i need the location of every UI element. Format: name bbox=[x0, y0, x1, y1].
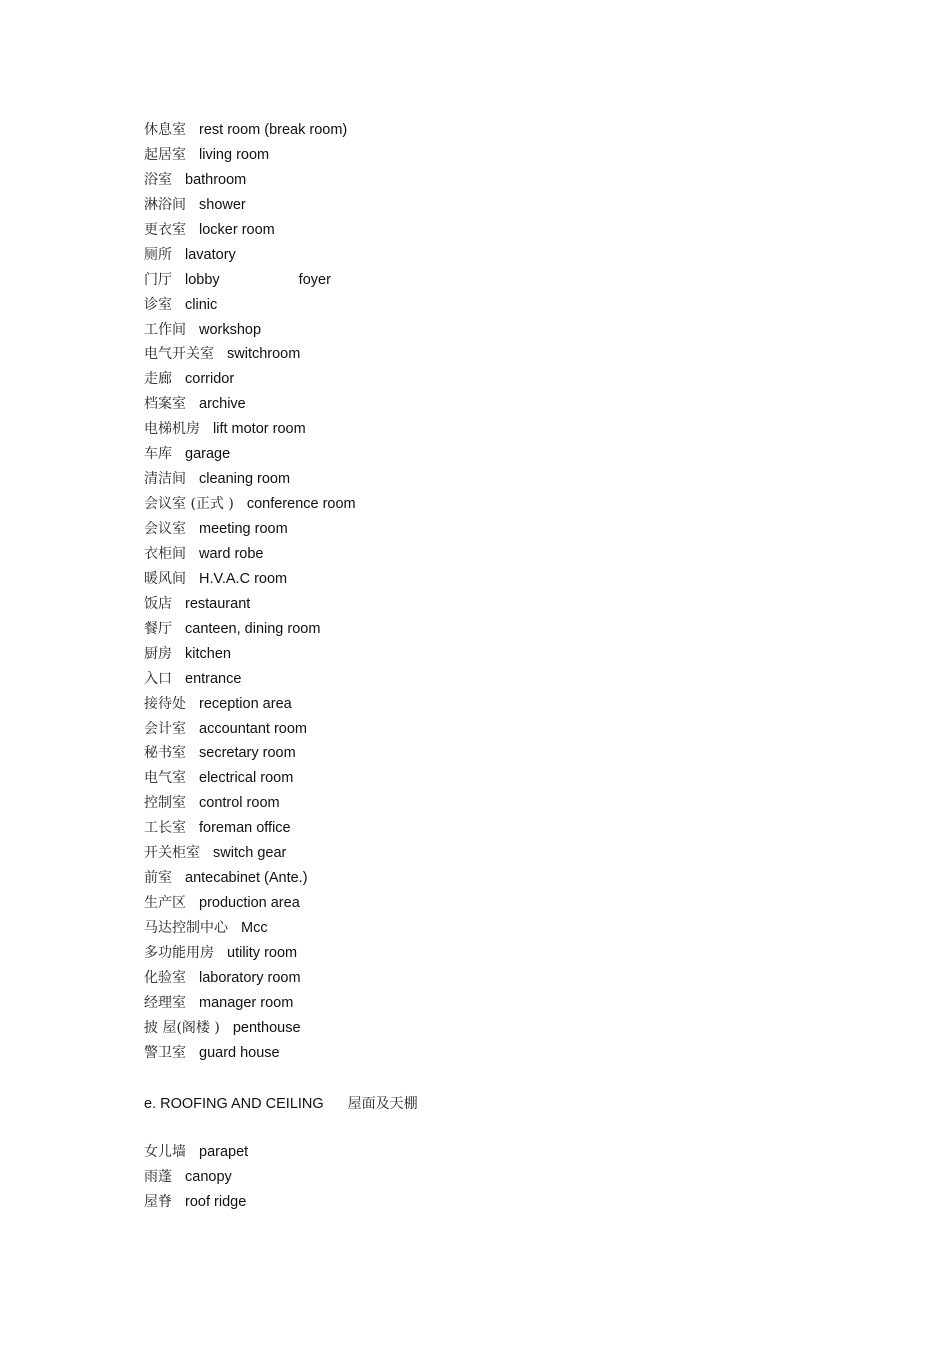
term-english: lobby bbox=[185, 271, 220, 288]
glossary-row bbox=[144, 517, 844, 542]
term-english: conference room bbox=[246, 496, 356, 513]
term-chinese: 屋脊 bbox=[144, 1193, 172, 1210]
term-chinese: 淋浴间 bbox=[144, 196, 186, 213]
glossary-row bbox=[144, 1140, 844, 1165]
term-chinese: 开关柜室 bbox=[144, 845, 200, 862]
glossary-row bbox=[144, 342, 844, 367]
term-chinese: 更衣室 bbox=[144, 221, 186, 238]
glossary-row bbox=[144, 841, 844, 866]
glossary-row bbox=[144, 1165, 844, 1190]
term-chinese: 经理室 bbox=[144, 994, 186, 1011]
term-english: electrical room bbox=[199, 770, 294, 787]
term-chinese: 工作间 bbox=[144, 321, 186, 338]
term-english: reception area bbox=[199, 695, 292, 712]
glossary-row bbox=[144, 268, 844, 293]
term-english: canopy bbox=[185, 1168, 232, 1185]
term-english: laboratory room bbox=[199, 969, 301, 986]
term-english: rest room (break room) bbox=[199, 122, 348, 138]
term-english: clinic bbox=[185, 296, 218, 313]
glossary-row bbox=[144, 891, 844, 916]
term-english-alternate: foyer bbox=[298, 271, 331, 288]
term-english: antecabinet (Ante.) bbox=[185, 870, 308, 887]
rooms-glossary-list bbox=[144, 118, 844, 1066]
section-heading-chinese: 屋面及天棚 bbox=[347, 1095, 418, 1112]
term-english: switch gear bbox=[213, 845, 287, 862]
term-chinese: 车库 bbox=[144, 446, 172, 463]
term-english: kitchen bbox=[185, 645, 231, 662]
glossary-row bbox=[144, 1190, 844, 1215]
term-english: entrance bbox=[185, 670, 242, 687]
term-chinese: 走廊 bbox=[144, 371, 172, 388]
term-chinese: 会计室 bbox=[144, 720, 186, 737]
term-chinese: 餐厅 bbox=[144, 620, 172, 637]
glossary-row bbox=[144, 143, 844, 168]
term-chinese: 接待处 bbox=[144, 695, 186, 712]
term-chinese: 多功能用房 bbox=[144, 944, 214, 961]
term-chinese: 起居室 bbox=[144, 146, 186, 163]
term-english: archive bbox=[199, 396, 246, 413]
term-chinese: 饭店 bbox=[144, 595, 172, 612]
glossary-row bbox=[144, 966, 844, 991]
term-chinese: 厕所 bbox=[144, 246, 172, 263]
term-chinese: 浴室 bbox=[144, 171, 172, 188]
glossary-row bbox=[144, 168, 844, 193]
document-page bbox=[144, 118, 844, 1214]
term-english: lavatory bbox=[185, 246, 236, 263]
term-chinese: 电气开关室 bbox=[144, 346, 214, 363]
term-chinese: 门厅 bbox=[144, 271, 172, 288]
term-chinese: 警卫室 bbox=[144, 1044, 186, 1061]
term-chinese: 休息室 bbox=[144, 122, 186, 138]
term-chinese: 前室 bbox=[144, 870, 172, 887]
glossary-row bbox=[144, 941, 844, 966]
glossary-row bbox=[144, 243, 844, 268]
term-english: meeting room bbox=[199, 521, 288, 537]
term-english: switchroom bbox=[227, 346, 301, 363]
glossary-row bbox=[144, 717, 844, 742]
term-english: utility room bbox=[227, 944, 298, 961]
term-english: corridor bbox=[185, 371, 235, 388]
roofing-glossary-list bbox=[144, 1140, 844, 1215]
term-english: accountant room bbox=[199, 720, 308, 737]
term-chinese: 诊室 bbox=[144, 296, 172, 313]
term-english: locker room bbox=[199, 221, 275, 238]
glossary-row bbox=[144, 293, 844, 318]
glossary-row bbox=[144, 1041, 844, 1066]
glossary-row bbox=[144, 667, 844, 692]
term-english: living room bbox=[199, 146, 270, 163]
term-english: bathroom bbox=[185, 171, 247, 188]
term-chinese: 档案室 bbox=[144, 396, 186, 413]
term-english: foreman office bbox=[199, 820, 291, 837]
term-chinese: 会议室 (正式 ) bbox=[144, 496, 234, 513]
glossary-row bbox=[144, 193, 844, 218]
term-chinese: 工长室 bbox=[144, 820, 186, 837]
glossary-row bbox=[144, 642, 844, 667]
term-chinese: 控制室 bbox=[144, 795, 186, 812]
term-chinese: 清洁间 bbox=[144, 471, 186, 488]
term-english: cleaning room bbox=[199, 471, 291, 488]
term-english: workshop bbox=[199, 321, 262, 338]
glossary-row bbox=[144, 542, 844, 567]
term-english: restaurant bbox=[185, 595, 251, 612]
term-chinese: 电气室 bbox=[144, 770, 186, 787]
term-chinese: 暖风间 bbox=[144, 570, 186, 587]
term-chinese: 雨蓬 bbox=[144, 1168, 172, 1185]
term-english: manager room bbox=[199, 994, 294, 1011]
term-chinese: 女儿墙 bbox=[144, 1143, 186, 1160]
term-chinese: 入口 bbox=[144, 670, 172, 687]
glossary-row bbox=[144, 816, 844, 841]
term-english: Mcc bbox=[241, 920, 268, 936]
term-english: parapet bbox=[199, 1143, 249, 1160]
term-english: production area bbox=[199, 895, 300, 912]
glossary-row bbox=[144, 392, 844, 417]
glossary-row bbox=[144, 118, 844, 143]
term-chinese: 秘书室 bbox=[144, 745, 186, 762]
glossary-row bbox=[144, 791, 844, 816]
term-chinese: 厨房 bbox=[144, 645, 172, 662]
term-english: guard house bbox=[199, 1044, 280, 1061]
term-english: roof ridge bbox=[185, 1193, 247, 1210]
glossary-row bbox=[144, 991, 844, 1016]
section-heading-english: e. ROOFING AND CEILING bbox=[144, 1095, 324, 1112]
term-chinese: 电梯机房 bbox=[144, 421, 200, 438]
glossary-row bbox=[144, 318, 844, 343]
term-english: control room bbox=[199, 795, 280, 812]
glossary-row bbox=[144, 916, 844, 941]
glossary-row bbox=[144, 417, 844, 442]
term-chinese: 马达控制中心 bbox=[144, 920, 228, 936]
glossary-row bbox=[144, 617, 844, 642]
glossary-row bbox=[144, 766, 844, 791]
term-english: shower bbox=[199, 196, 246, 213]
term-chinese: 生产区 bbox=[144, 895, 186, 912]
glossary-row bbox=[144, 866, 844, 891]
term-english: canteen, dining room bbox=[185, 620, 321, 637]
glossary-row bbox=[144, 567, 844, 592]
glossary-row bbox=[144, 1016, 844, 1041]
term-chinese: 化验室 bbox=[144, 969, 186, 986]
glossary-row bbox=[144, 218, 844, 243]
glossary-row bbox=[144, 442, 844, 467]
term-english: secretary room bbox=[199, 745, 296, 762]
term-chinese: 会议室 bbox=[144, 521, 186, 537]
term-english: H.V.A.C room bbox=[199, 570, 288, 587]
term-chinese: 披 屋(阁楼 ) bbox=[144, 1019, 220, 1036]
term-chinese: 衣柜间 bbox=[144, 545, 186, 562]
glossary-row bbox=[144, 692, 844, 717]
glossary-row bbox=[144, 367, 844, 392]
term-english: lift motor room bbox=[213, 421, 306, 438]
section-heading bbox=[144, 1092, 844, 1116]
glossary-row bbox=[144, 492, 844, 517]
term-english: ward robe bbox=[199, 545, 264, 562]
glossary-row bbox=[144, 467, 844, 492]
glossary-row bbox=[144, 741, 844, 766]
term-english: penthouse bbox=[232, 1019, 301, 1036]
glossary-row bbox=[144, 592, 844, 617]
term-english: garage bbox=[185, 446, 231, 463]
